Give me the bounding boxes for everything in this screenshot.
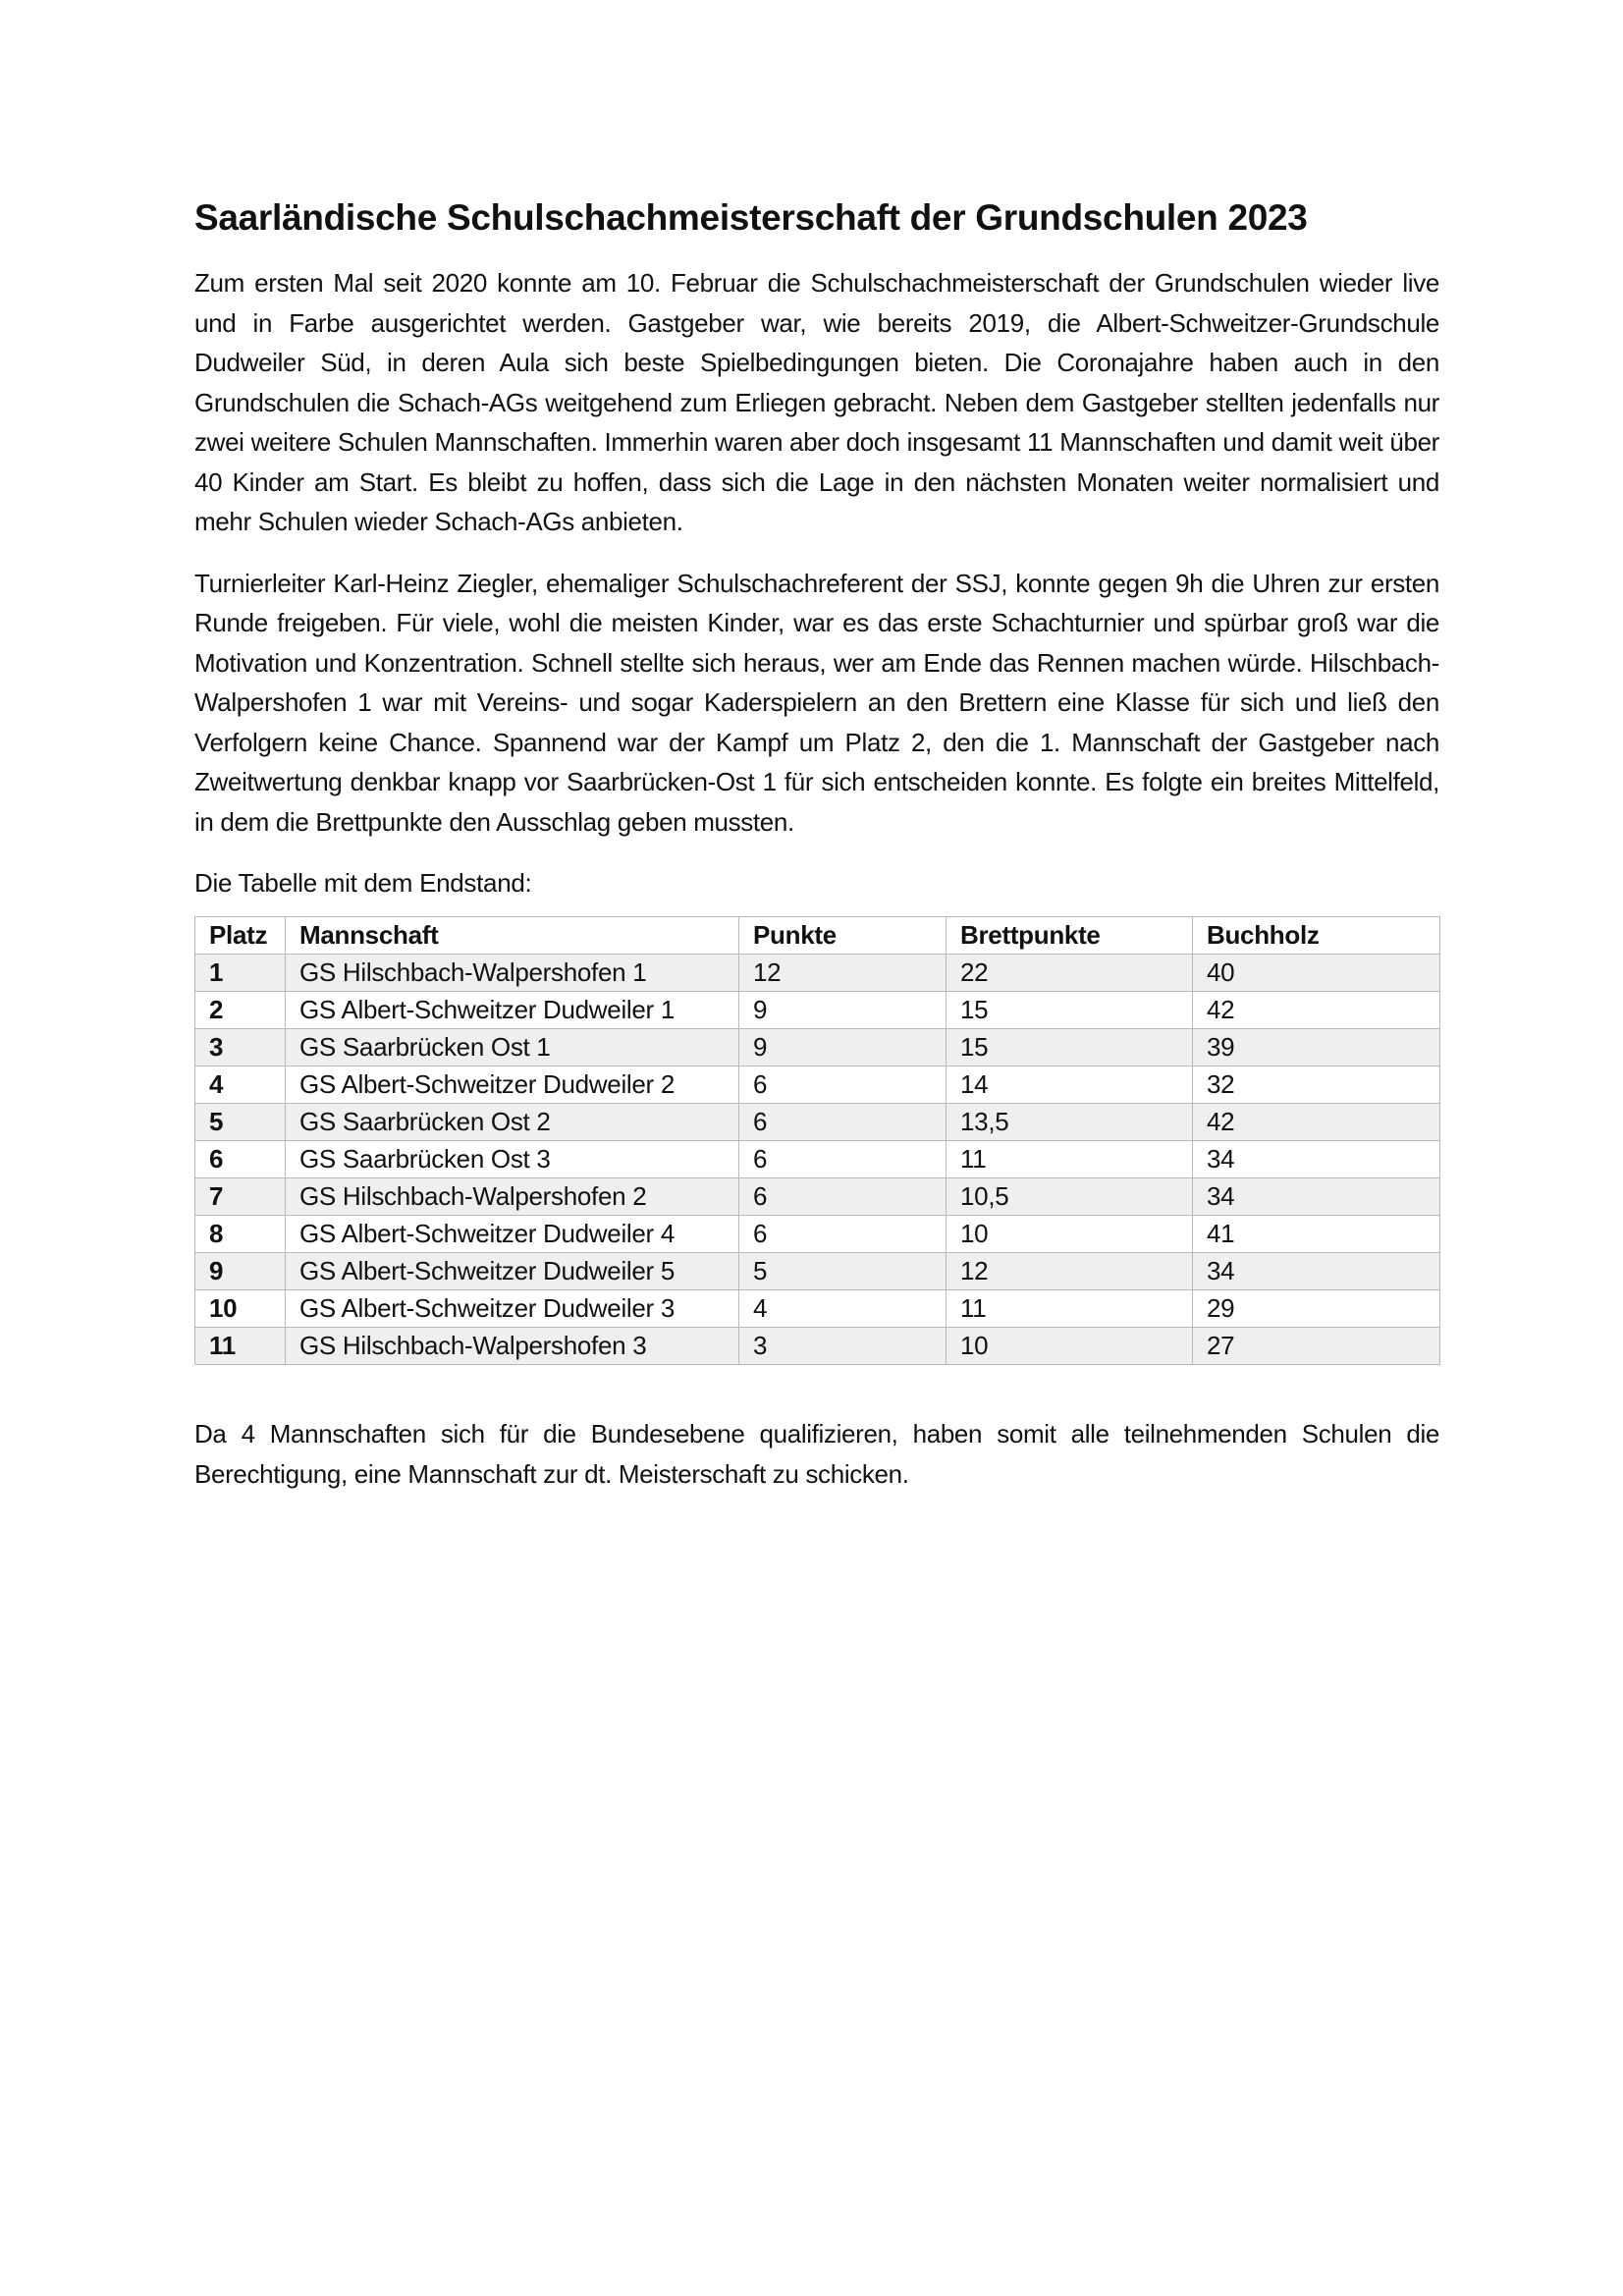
cell-buchholz: 42: [1193, 992, 1440, 1029]
cell-brettpunkte: 15: [947, 992, 1193, 1029]
cell-mannschaft: GS Saarbrücken Ost 3: [286, 1141, 739, 1178]
table-intro: Die Tabelle mit dem Endstand:: [194, 868, 532, 899]
table-row: [195, 1066, 1440, 1104]
header-mannschaft: Mannschaft: [286, 917, 739, 955]
cell-platz: 3: [195, 1029, 286, 1066]
table-row: [195, 1029, 1440, 1066]
cell-mannschaft: GS Hilschbach-Walpershofen 3: [286, 1328, 739, 1365]
document-page: [194, 196, 1439, 1515]
table-row: [195, 955, 1440, 992]
standings-table: [194, 916, 1440, 1365]
cell-platz: 7: [195, 1178, 286, 1216]
table-row: [195, 1253, 1440, 1290]
cell-brettpunkte: 12: [947, 1253, 1193, 1290]
page-title: Saarländische Schulschachmeisterschaft der Grundschulen 2023: [194, 197, 1308, 238]
cell-brettpunkte: 13,5: [947, 1104, 1193, 1141]
cell-mannschaft: GS Hilschbach-Walpershofen 2: [286, 1178, 739, 1216]
cell-platz: 6: [195, 1141, 286, 1178]
cell-punkte: 5: [739, 1253, 947, 1290]
cell-mannschaft: GS Albert-Schweitzer Dudweiler 4: [286, 1216, 739, 1253]
cell-punkte: 6: [739, 1066, 947, 1104]
cell-mannschaft: GS Saarbrücken Ost 2: [286, 1104, 739, 1141]
cell-brettpunkte: 10: [947, 1328, 1193, 1365]
table-row: [195, 992, 1440, 1029]
table-header-row: [195, 917, 1440, 955]
cell-punkte: 9: [739, 992, 947, 1029]
cell-platz: 1: [195, 955, 286, 992]
cell-buchholz: 40: [1193, 955, 1440, 992]
cell-brettpunkte: 10,5: [947, 1178, 1193, 1216]
cell-mannschaft: GS Albert-Schweitzer Dudweiler 1: [286, 992, 739, 1029]
cell-punkte: 4: [739, 1290, 947, 1328]
cell-buchholz: 34: [1193, 1253, 1440, 1290]
cell-brettpunkte: 15: [947, 1029, 1193, 1066]
cell-punkte: 6: [739, 1104, 947, 1141]
cell-buchholz: 41: [1193, 1216, 1440, 1253]
paragraph-closing: Da 4 Mannschaften sich für die Bundesebene qualifizieren, haben somit alle teilnehmenden Schulen die Berechtigung, eine Mannschaft zur dt. Meisterschaft zu schicken.: [194, 1419, 1439, 1489]
cell-buchholz: 34: [1193, 1141, 1440, 1178]
cell-punkte: 6: [739, 1178, 947, 1216]
paragraph-tournament: Turnierleiter Karl-Heinz Ziegler, ehemaliger Schulschachreferent der SSJ, konnte gegen 9h die Uhren zur ersten Runde freigeben. Für viele, wohl die meisten Kinder, war es das erste Schachturnier und spürbar groß war die Motivation und Konzentration. Schnell stellte sich heraus, wer am Ende das Rennen machen würde. Hilschbach-Walpershofen 1 war mit Vereins- und sogar Kaderspielern an den Brettern eine Klasse für sich und ließ den Verfolgern keine Chance. Spannend war der Kampf um Platz 2, den die 1. Mannschaft der Gastgeber nach Zweitwertung denkbar knapp vor Saarbrücken-Ost 1 für sich entscheiden konnte. Es folgte ein breites Mittelfeld, in dem die Brettpunkte den Ausschlag geben mussten.: [194, 568, 1439, 837]
cell-punkte: 6: [739, 1216, 947, 1253]
paragraph-intro: Zum ersten Mal seit 2020 konnte am 10. Februar die Schulschachmeisterschaft der Grundschulen wieder live und in Farbe ausgerichtet werden. Gastgeber war, wie bereits 2019, die Albert-Schweitzer-Grundschule Dudweiler Süd, in deren Aula sich beste Spielbedingungen bieten. Die Coronajahre haben auch in den Grundschulen die Schach-AGs weitgehend zum Erliegen gebracht. Neben dem Gastgeber stellten jedenfalls nur zwei weitere Schulen Mannschaften. Immerhin waren aber doch insgesamt 11 Mannschaften und damit weit über 40 Kinder am Start. Es bleibt zu hoffen, dass sich die Lage in den nächsten Monaten weiter normalisiert und mehr Schulen wieder Schach-AGs anbieten.: [194, 268, 1439, 537]
cell-buchholz: 34: [1193, 1178, 1440, 1216]
cell-platz: 10: [195, 1290, 286, 1328]
cell-platz: 4: [195, 1066, 286, 1104]
cell-brettpunkte: 22: [947, 955, 1193, 992]
cell-platz: 2: [195, 992, 286, 1029]
cell-mannschaft: GS Albert-Schweitzer Dudweiler 2: [286, 1066, 739, 1104]
cell-platz: 11: [195, 1328, 286, 1365]
cell-mannschaft: GS Albert-Schweitzer Dudweiler 3: [286, 1290, 739, 1328]
cell-platz: 5: [195, 1104, 286, 1141]
cell-buchholz: 42: [1193, 1104, 1440, 1141]
cell-platz: 9: [195, 1253, 286, 1290]
header-platz: Platz: [195, 917, 286, 955]
cell-mannschaft: GS Hilschbach-Walpershofen 1: [286, 955, 739, 992]
cell-brettpunkte: 11: [947, 1141, 1193, 1178]
table-row: [195, 1104, 1440, 1141]
cell-platz: 8: [195, 1216, 286, 1253]
table-row: [195, 1178, 1440, 1216]
cell-buchholz: 27: [1193, 1328, 1440, 1365]
cell-brettpunkte: 10: [947, 1216, 1193, 1253]
cell-brettpunkte: 11: [947, 1290, 1193, 1328]
table-row: [195, 1328, 1440, 1365]
cell-punkte: 9: [739, 1029, 947, 1066]
cell-punkte: 6: [739, 1141, 947, 1178]
cell-punkte: 3: [739, 1328, 947, 1365]
header-punkte: Punkte: [739, 917, 947, 955]
cell-buchholz: 32: [1193, 1066, 1440, 1104]
table-row: [195, 1216, 1440, 1253]
header-buchholz: Buchholz: [1193, 917, 1440, 955]
cell-brettpunkte: 14: [947, 1066, 1193, 1104]
header-brettpunkte: Brettpunkte: [947, 917, 1193, 955]
cell-punkte: 12: [739, 955, 947, 992]
table-row: [195, 1290, 1440, 1328]
cell-buchholz: 39: [1193, 1029, 1440, 1066]
cell-buchholz: 29: [1193, 1290, 1440, 1328]
cell-mannschaft: GS Saarbrücken Ost 1: [286, 1029, 739, 1066]
table-row: [195, 1141, 1440, 1178]
cell-mannschaft: GS Albert-Schweitzer Dudweiler 5: [286, 1253, 739, 1290]
